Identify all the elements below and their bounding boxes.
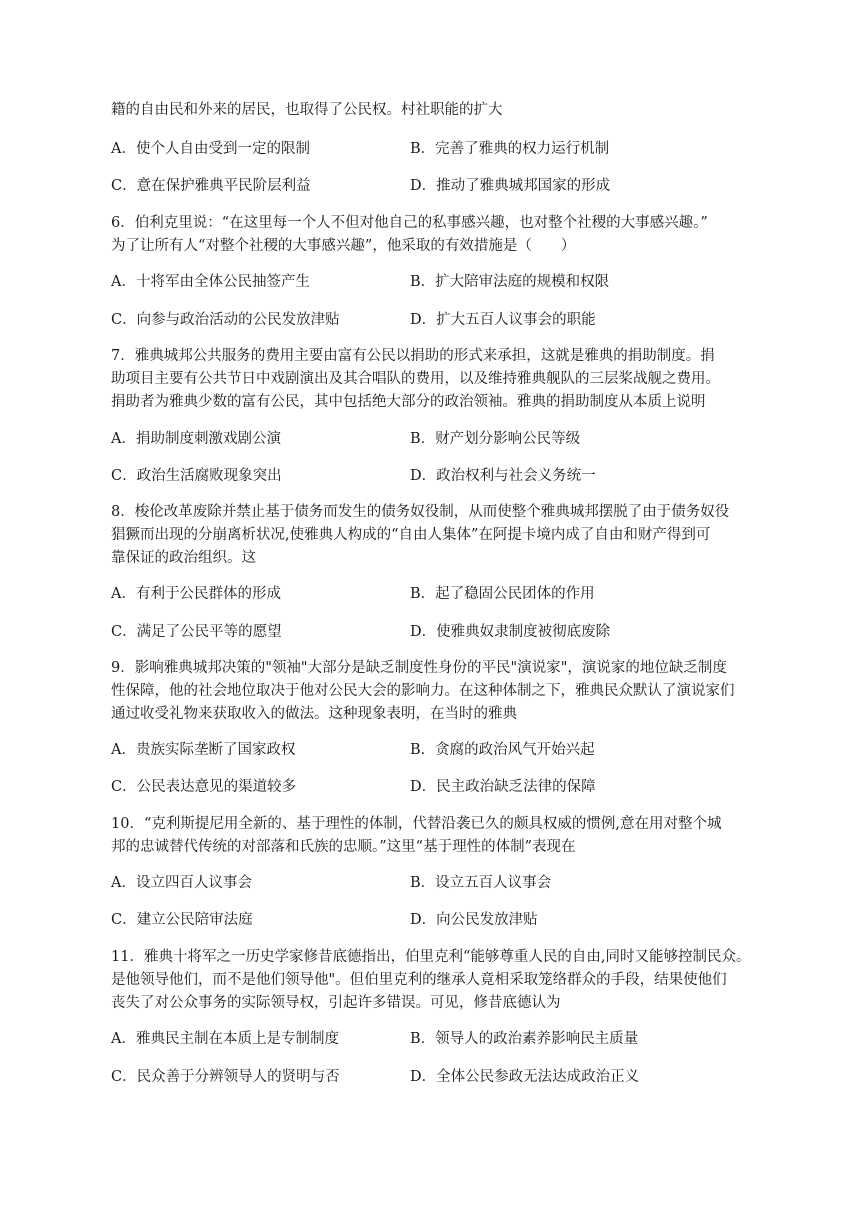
q9-option-c: C．公民表达意见的渠道较多 <box>111 779 297 795</box>
q11-option-d: D．全体公民参政无法达成政治正义 <box>410 1069 640 1085</box>
q7-stem-line-3: 捐助者为雅典少数的富有公民，其中包括绝大部分的政治领袖。雅典的捐助制度从本质上说明 <box>111 394 706 410</box>
q7-stem-line-2: 助项目主要有公共节日中戏剧演出及其合唱队的费用，以及维持雅典舰队的三层桨战舰之费用。 <box>111 371 720 387</box>
q7-option-a: A．捐助制度刺激戏剧公演 <box>111 431 281 447</box>
q9-option-a: A．贵族实际垄断了国家政权 <box>111 742 296 758</box>
q8-option-d: D．使雅典奴隶制度被彻底废除 <box>410 624 611 640</box>
q8-option-b: B．起了稳固公民团体的作用 <box>410 586 595 602</box>
q5-option-c: C．意在保护雅典平民阶层利益 <box>111 178 311 194</box>
q11-option-c: C．民众善于分辨领导人的贤明与否 <box>111 1069 340 1085</box>
q6-option-c: C．向参与政治活动的公民发放津贴 <box>111 312 340 328</box>
q11-option-a: A．雅典民主制在本质上是专制制度 <box>111 1031 339 1047</box>
q6-option-b: B．扩大陪审法庭的规模和权限 <box>410 274 610 290</box>
q9-stem-line-3: 通过收受礼物来获取收入的做法。这种现象表明，在当时的雅典 <box>111 706 517 722</box>
q10-option-c: C．建立公民陪审法庭 <box>111 912 253 928</box>
q5-option-b: B．完善了雅典的权力运行机制 <box>410 141 610 157</box>
q10-stem-line-2: 邦的忠诚替代传统的对部落和氏族的忠顺。”这里“基于理性的体制”表现在 <box>111 839 576 855</box>
q7-option-b: B．财产划分影响公民等级 <box>410 431 581 447</box>
q5-option-d: D．推动了雅典城邦国家的形成 <box>410 178 611 194</box>
q6-stem-line-1: 6．伯利克里说：“在这里每一个人不但对他自己的私事感兴趣，也对整个社稷的大事感兴趣。” <box>111 215 708 231</box>
q9-stem-line-1: 9．影响雅典城邦决策的"领袖"大部分是缺乏制度性身份的平民"演说家"，演说家的地位缺乏制度 <box>111 660 727 676</box>
q10-stem-line-1: 10．“克利斯提尼用全新的、基于理性的体制，代替沿袭已久的颇具权威的惯例,意在用对整个城 <box>111 816 722 832</box>
q10-option-a: A．设立四百人议事会 <box>111 875 252 891</box>
q8-stem-line-3: 靠保证的政治组织。这 <box>111 550 256 566</box>
q8-stem-line-1: 8．梭伦改革废除并禁止基于债务而发生的债务奴役制，从而使整个雅典城邦摆脱了由于债务奴役 <box>111 504 730 520</box>
q11-stem-line-1: 11．雅典十将军之一历史学家修昔底德指出，伯里克利“能够尊重人民的自由,同时又能够控制民众。 <box>111 949 751 965</box>
q8-option-c: C．满足了公民平等的愿望 <box>111 624 282 640</box>
q7-option-c: C．政治生活腐败现象突出 <box>111 468 282 484</box>
q10-option-d: D．向公民发放津贴 <box>410 912 538 928</box>
q11-stem-line-3: 丧失了对公众事务的实际领导权，引起许多错误。可见，修昔底德认为 <box>111 995 561 1011</box>
q9-option-d: D．民主政治缺乏法律的保障 <box>410 779 596 795</box>
q11-stem-line-2: 是他领导他们，而不是他们领导他"。但伯里克利的继承人竟相采取笼络群众的手段，结果使他们 <box>111 972 727 988</box>
q8-stem-line-2: 猖獗而出现的分崩离析状况,使雅典人构成的“自由人集体”在阿提卡境内成了自由和财产得到可 <box>111 527 711 543</box>
q6-option-a: A．十将军由全体公民抽签产生 <box>111 274 310 290</box>
q5-option-a: A．使个人自由受到一定的限制 <box>111 141 310 157</box>
q8-option-a: A．有利于公民群体的形成 <box>111 586 281 602</box>
q6-option-d: D．扩大五百人议事会的职能 <box>410 312 596 328</box>
q9-option-b: B．贪腐的政治风气开始兴起 <box>410 742 595 758</box>
q7-option-d: D．政治权利与社会义务统一 <box>410 468 596 484</box>
q10-option-b: B．设立五百人议事会 <box>410 875 552 891</box>
q11-option-b: B．领导人的政治素养影响民主质量 <box>410 1031 639 1047</box>
q7-stem-line-1: 7．雅典城邦公共服务的费用主要由富有公民以捐助的形式来承担，这就是雅典的捐助制度。捐 <box>111 348 715 364</box>
q6-stem-line-2: 为了让所有人“对整个社稷的大事感兴趣”，他采取的有效措施是（ ） <box>111 238 576 254</box>
question-5-stem-tail: 籍的自由民和外来的居民，也取得了公民权。村社职能的扩大 <box>111 102 503 118</box>
q9-stem-line-2: 性保障，他的社会地位取决于他对公民大会的影响力。在这种体制之下，雅典民众默认了演说家们 <box>111 683 735 699</box>
